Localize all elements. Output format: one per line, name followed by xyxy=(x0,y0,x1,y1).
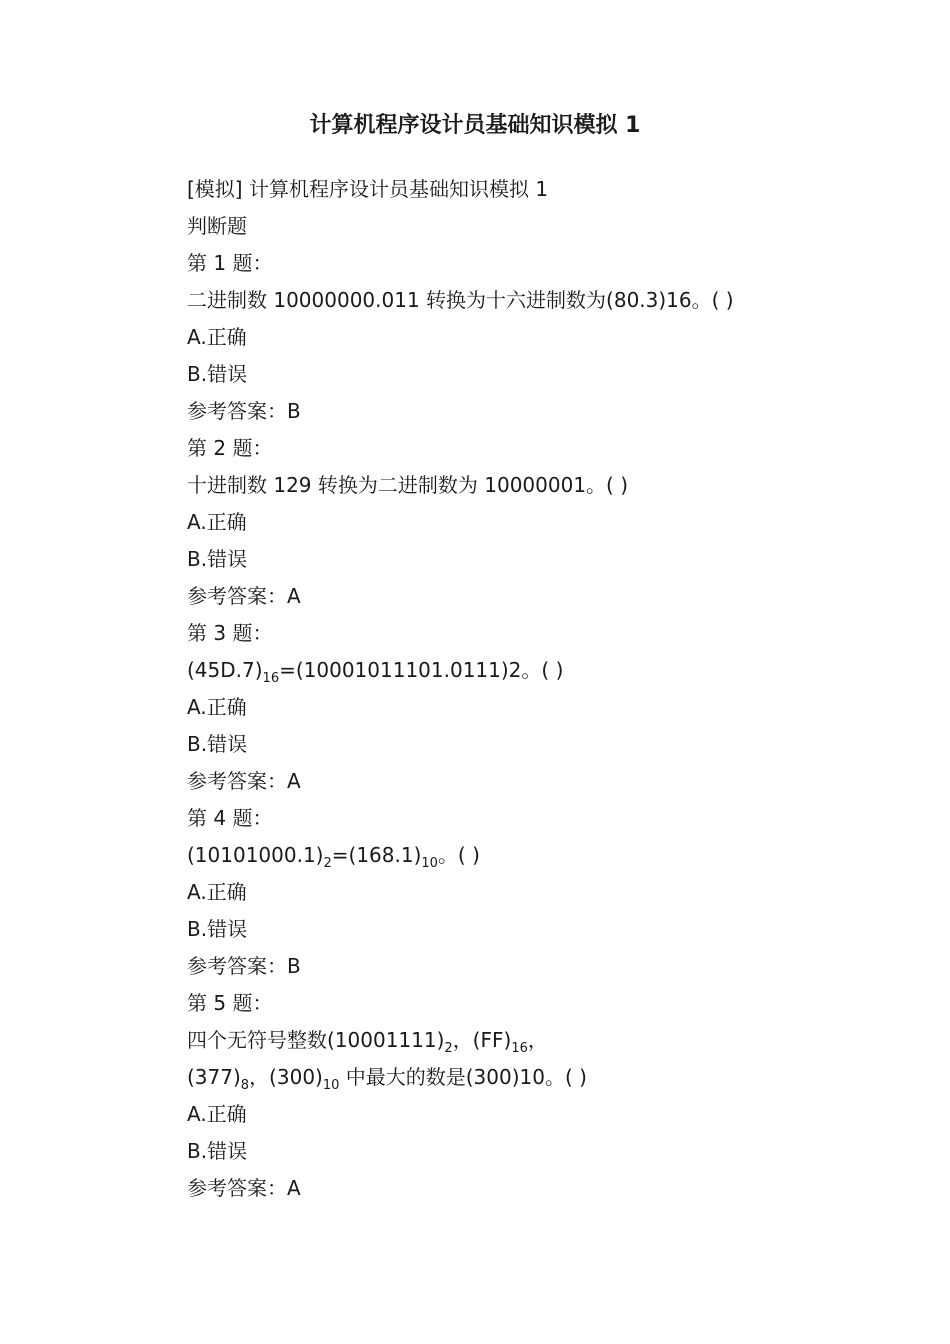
question-2-answer: 参考答案：A xyxy=(187,584,301,608)
question-3-subscript: 16 xyxy=(262,671,280,686)
question-5-subscript: 2 xyxy=(444,1041,453,1056)
section-heading: 判断题 xyxy=(187,214,247,238)
question-5-stem-line-1 xyxy=(187,1022,887,1059)
question-3-option-a: A.正确 xyxy=(187,695,247,719)
question-4-answer: 参考答案：B xyxy=(187,954,301,978)
question-1-stem: 二进制数 10000000.011 转换为十六进制数为(80.3)16。( ) xyxy=(187,288,734,312)
question-3-option-b: B.错误 xyxy=(187,732,248,756)
question-1-label: 第 1 题： xyxy=(187,251,273,275)
question-5-subscript: 8 xyxy=(240,1078,250,1093)
question-4-stem-part: =(168.1) xyxy=(331,843,422,867)
question-1-option-b: B.错误 xyxy=(187,362,248,386)
question-5-label: 第 5 题： xyxy=(187,991,273,1015)
question-2-option-b: B.错误 xyxy=(187,547,248,571)
document-body xyxy=(187,171,887,1207)
question-2-option-a: A.正确 xyxy=(187,510,247,534)
question-2-label: 第 2 题： xyxy=(187,436,273,460)
question-1-answer: 参考答案：B xyxy=(187,399,301,423)
question-4-stem xyxy=(187,837,887,874)
question-5-answer: 参考答案：A xyxy=(187,1176,301,1200)
question-5-option-a: A.正确 xyxy=(187,1102,247,1126)
question-4-stem-part: 。( ) xyxy=(437,843,480,867)
exam-header-line: [模拟] 计算机程序设计员基础知识模拟 1 xyxy=(187,177,549,201)
question-5-stem-part: 四个无符号整数(10001111) xyxy=(187,1028,445,1052)
question-5-stem-line-2 xyxy=(187,1059,887,1096)
question-5-subscript: 10 xyxy=(322,1078,340,1093)
question-5-stem-part: ，(FF) xyxy=(452,1028,512,1052)
question-3-stem-part: =(10001011101.0111)2。( ) xyxy=(279,658,564,682)
question-5-subscript: 16 xyxy=(511,1041,528,1056)
question-2-stem: 十进制数 129 转换为二进制数为 10000001。( ) xyxy=(187,473,629,497)
page-title: 计算机程序设计员基础知识模拟 1 xyxy=(309,113,641,138)
question-3-stem xyxy=(187,652,887,689)
question-4-label: 第 4 题： xyxy=(187,806,273,830)
question-5-stem-part: 中最大的数是(300)10。( ) xyxy=(339,1065,587,1089)
question-4-option-a: A.正确 xyxy=(187,880,247,904)
question-4-stem-part: (10101000.1) xyxy=(187,843,324,867)
question-5-stem-part: ，(300) xyxy=(249,1065,323,1089)
question-3-label: 第 3 题： xyxy=(187,621,273,645)
question-5-stem-part: ， xyxy=(527,1028,548,1052)
question-5-option-b: B.错误 xyxy=(187,1139,248,1163)
question-4-subscript: 2 xyxy=(323,856,332,871)
question-4-subscript: 10 xyxy=(421,856,438,871)
question-4-option-b: B.错误 xyxy=(187,917,248,941)
question-3-answer: 参考答案：A xyxy=(187,769,301,793)
question-1-option-a: A.正确 xyxy=(187,325,247,349)
question-3-stem-part: (45D.7) xyxy=(187,658,263,682)
question-5-stem-part: (377) xyxy=(187,1065,241,1089)
